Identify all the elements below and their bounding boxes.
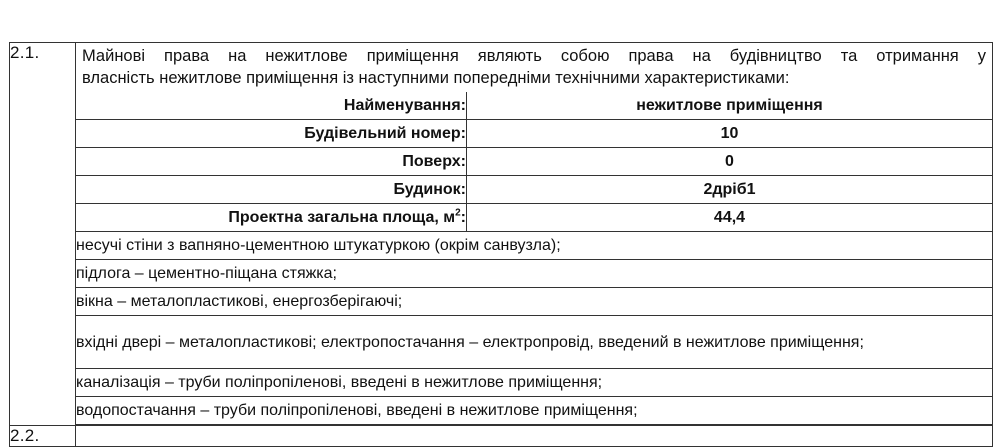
- spec-row: [76, 148, 992, 176]
- specs-table: [76, 92, 992, 425]
- next-clause-number: 2.2.: [10, 426, 76, 447]
- clause-number: 2.1.: [10, 43, 76, 426]
- feature-row: [76, 288, 992, 316]
- spec-value: 44,4: [467, 204, 993, 232]
- spec-row: [76, 92, 992, 120]
- spec-row: [76, 204, 992, 232]
- spec-row: [76, 176, 992, 204]
- spec-label: Найменування:: [76, 92, 467, 120]
- feature-item: несучі стіни з вапняно-цементною штукатуркою (окрім санвузла);: [76, 232, 992, 260]
- feature-item: вхідні двері – металопластикові; електропостачання – електропровід, введений в нежитлове приміщення;: [76, 316, 992, 369]
- area-label-colon: :: [460, 208, 466, 226]
- next-clause-body: [76, 426, 993, 447]
- area-label-text: Проектна загальна площа, м: [228, 208, 456, 226]
- feature-item: водопостачання – труби поліпропіленові, введені в нежитлове приміщення;: [76, 397, 992, 425]
- feature-row: [76, 316, 992, 369]
- spec-value: 0: [467, 148, 993, 176]
- area-unit-superscript: 2: [455, 207, 461, 219]
- spec-value: 2дріб1: [467, 176, 993, 204]
- spec-row: [76, 120, 992, 148]
- spec-label: Будинок:: [76, 176, 467, 204]
- feature-item: каналізація – труби поліпропіленові, введені в нежитлове приміщення;: [76, 369, 992, 397]
- feature-item: вікна – металопластикові, енергозберігаючі;: [76, 288, 992, 316]
- spec-value: нежитлове приміщення: [467, 92, 993, 120]
- spec-label: Будівельний номер:: [76, 120, 467, 148]
- spec-label: Поверх:: [76, 148, 467, 176]
- spec-value: 10: [467, 120, 993, 148]
- feature-item: підлога – цементно-піщана стяжка;: [76, 260, 992, 288]
- spec-label-area: [76, 204, 467, 232]
- clause-intro-line-2: власність нежитлове приміщення із наступними попередніми технічними характеристиками:: [82, 69, 790, 87]
- feature-row: [76, 397, 992, 425]
- feature-row: [76, 232, 992, 260]
- clause-body: [76, 43, 993, 426]
- clause-intro-line-1: Майнові права на нежитлове приміщення являють собою права на будівництво та отримання у: [82, 47, 986, 65]
- clause-intro: [76, 43, 992, 92]
- clause-row: [10, 43, 993, 426]
- next-clause-row: [10, 426, 993, 447]
- feature-row: [76, 369, 992, 397]
- feature-row: [76, 260, 992, 288]
- contract-clause-table: [9, 42, 993, 447]
